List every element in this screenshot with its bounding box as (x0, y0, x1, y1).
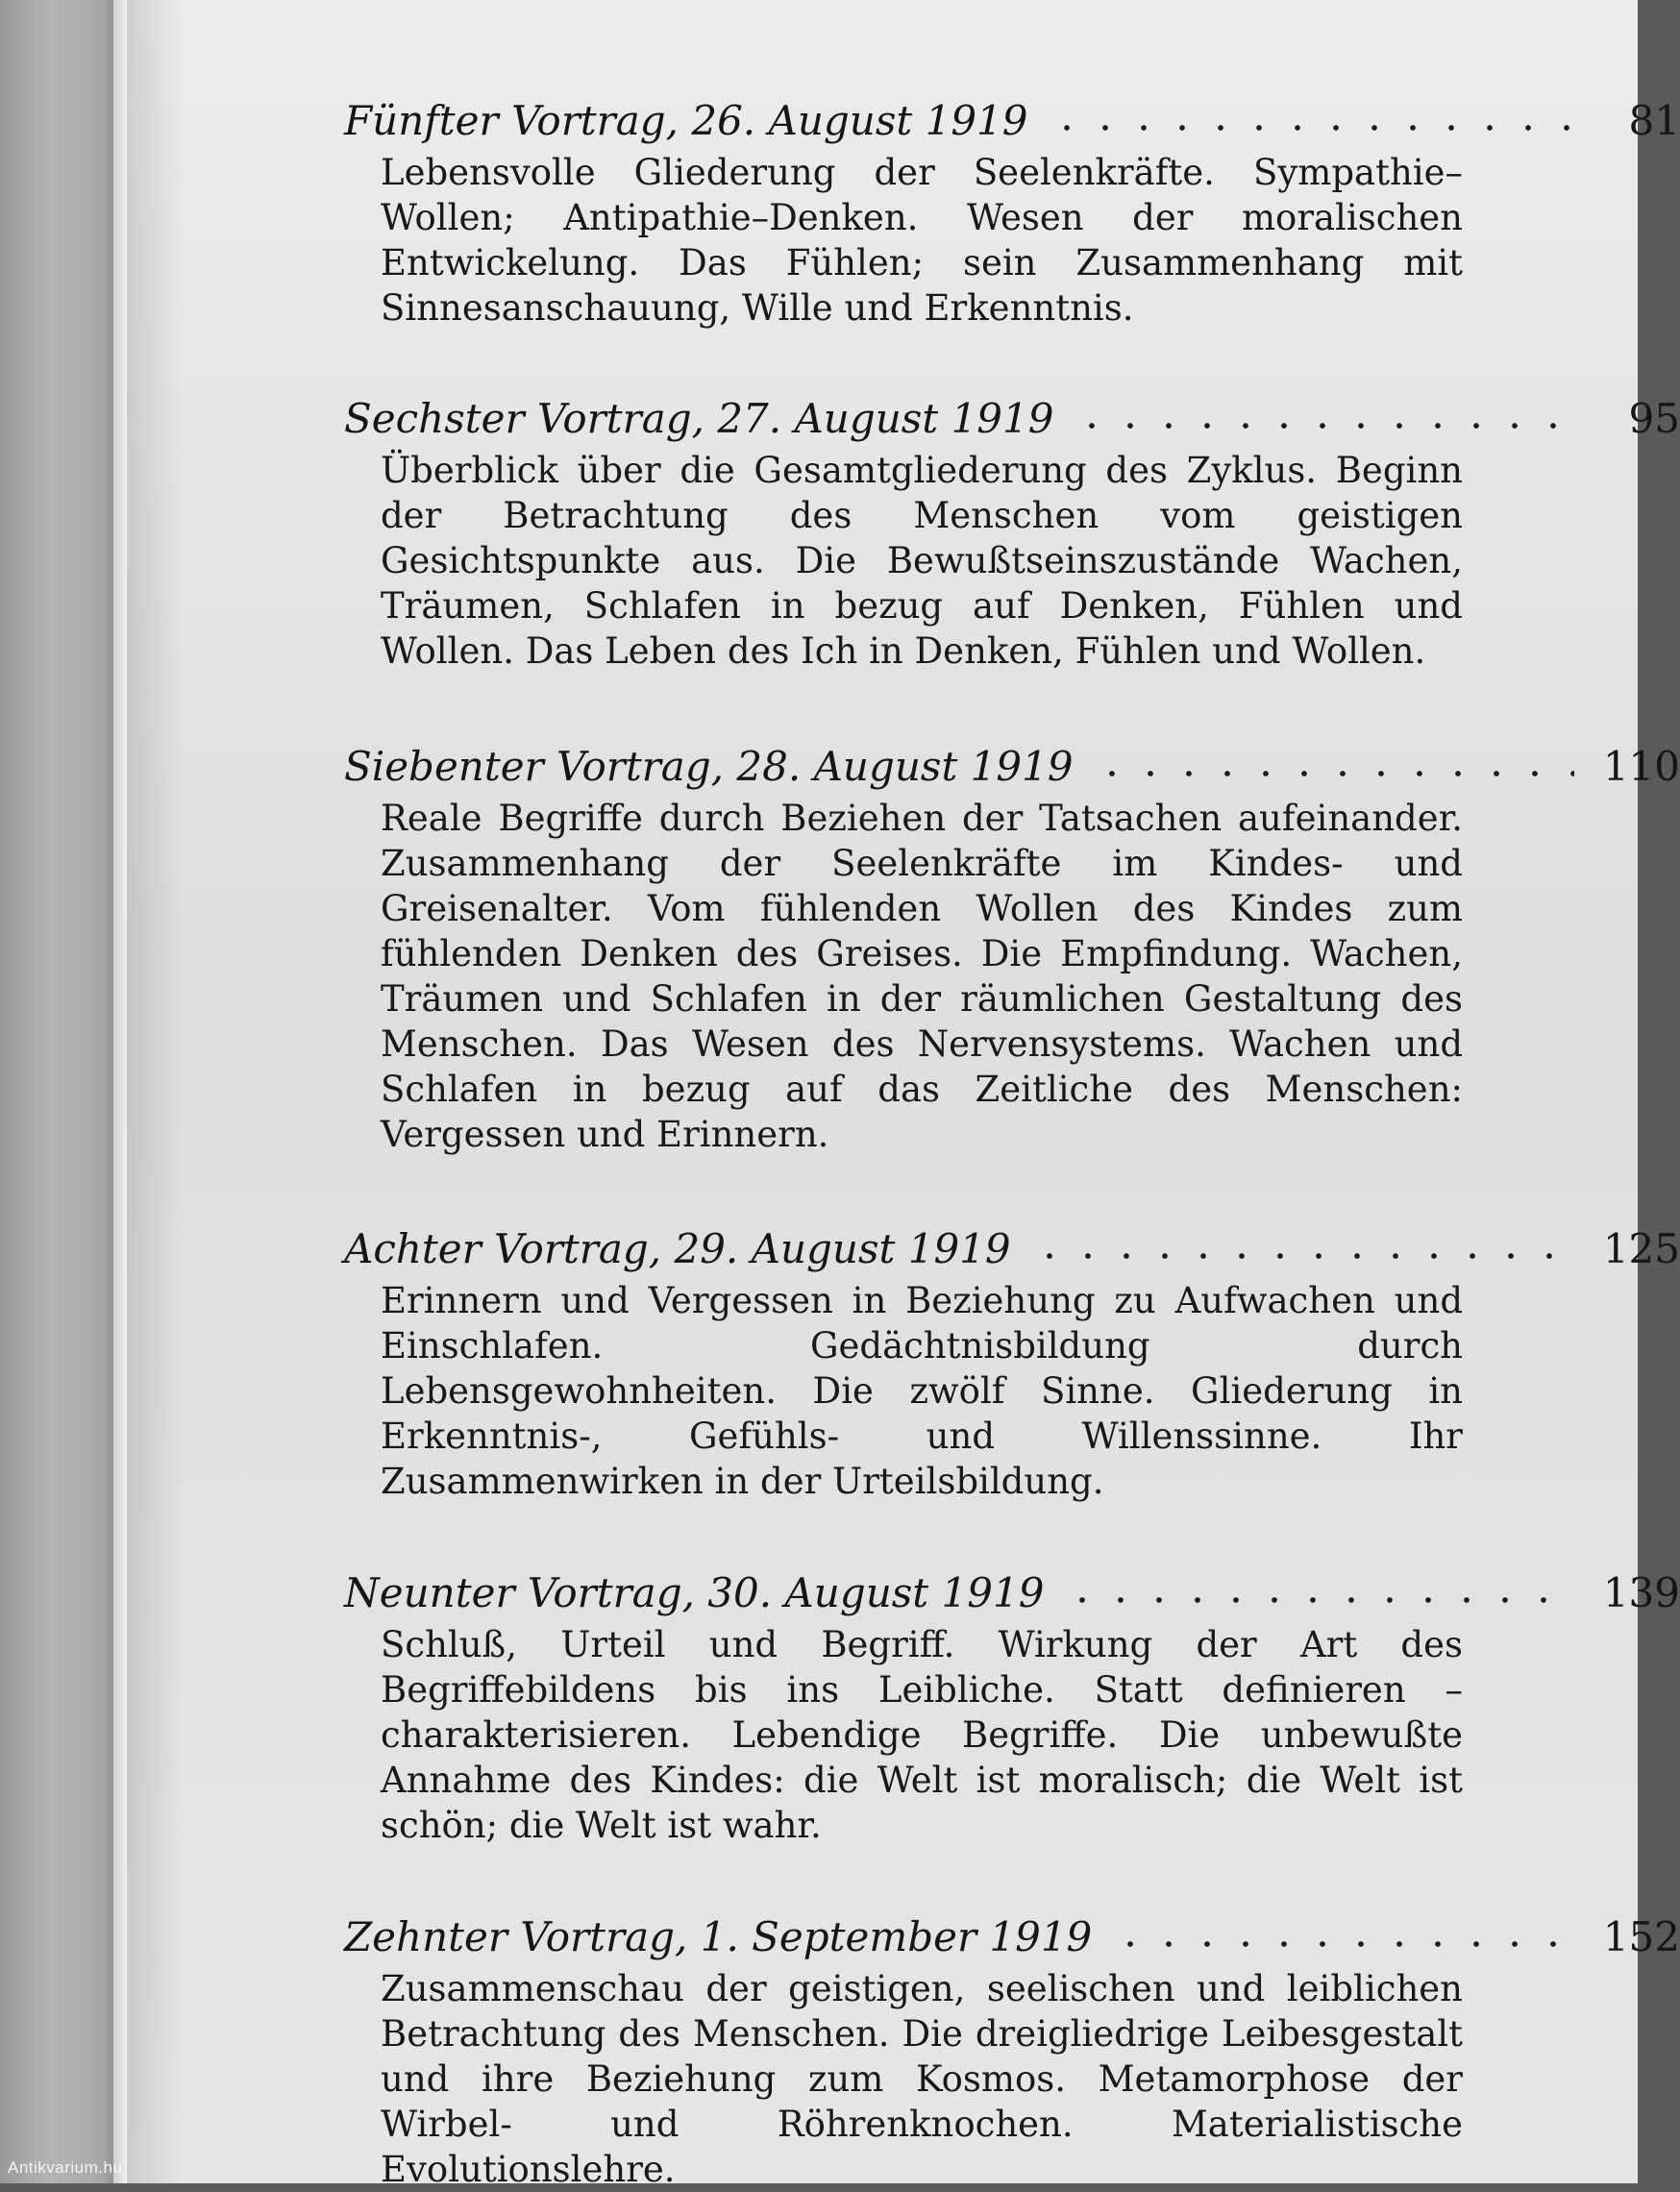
lecture-title: Achter Vortrag, 29. August 1919 (344, 1225, 1011, 1272)
toc-entry-sechster (344, 394, 1680, 674)
lecture-title: Neunter Vortrag, 30. August 1919 (344, 1569, 1045, 1616)
dot-leader (1093, 770, 1574, 777)
toc-entry-achter (344, 1224, 1680, 1504)
toc-entry-heading (344, 1912, 1680, 1962)
lecture-title: Sechster Vortrag, 27. August 1919 (344, 395, 1054, 442)
gutter-shadow (127, 0, 185, 2183)
toc-entry-heading (344, 394, 1680, 444)
lecture-summary: Schluß, Urteil und Begriff. Wirkung der Art des Begriffebildens bis ins Leibliche. Statt definieren – charakterisieren. Lebendige Begriffe. Die unbewußte Annahme des Kindes: die Welt ist moralisch; die Welt ist schön; die Welt ist wahr. (381, 1624, 1463, 1846)
lecture-summary: Zusammenschau der geistigen, seelischen und leiblichen Betrachtung des Menschen. Die dreigliedrige Leibesgestalt und ihre Beziehung zum Kosmos. Metamorphose der Wirbel- und Röhrenknochen. Materialistische Evolutionslehre. (381, 1968, 1463, 2190)
page-edge (113, 0, 127, 2183)
dot-leader (1111, 1940, 1574, 1948)
lecture-title: Siebenter Vortrag, 28. August 1919 (344, 743, 1074, 790)
toc-entry-heading (344, 742, 1680, 792)
lecture-summary: Überblick über die Gesamtgliederung des Zyklus. Beginn der Betrachtung des Menschen vom geistigen Gesichtspunkte aus. Die Bewußtseinszustände Wachen, Träumen, Schlafen in bezug auf Denken, Fühlen und Wollen. Das Leben des Ich in Denken, Fühlen und Wollen. (381, 450, 1463, 672)
toc-entry-heading (344, 1224, 1680, 1274)
page-number: 125 (1602, 1225, 1680, 1272)
toc-entry-zehnter (344, 1912, 1680, 2192)
toc-entry-heading (344, 1568, 1680, 1618)
dot-leader (1030, 1252, 1574, 1260)
lecture-title: Zehnter Vortrag, 1. September 1919 (344, 1913, 1093, 1960)
toc-entry-neunter (344, 1568, 1680, 1848)
page-number: 81 (1628, 97, 1680, 144)
dot-leader (1073, 422, 1584, 430)
toc-entry-fuenfter (344, 96, 1680, 331)
lecture-title: Fünfter Vortrag, 26. August 1919 (344, 97, 1028, 144)
page-number: 139 (1602, 1569, 1680, 1616)
toc-entry-heading (344, 96, 1680, 146)
book-spine-gutter (0, 0, 127, 2183)
book-page (127, 0, 1680, 2190)
page-number: 152 (1602, 1913, 1680, 1960)
dot-leader (1063, 1596, 1573, 1604)
lecture-summary: Lebensvolle Gliederung der Seelenkräfte. Sympathie–Wollen; Antipathie–Denken. Wesen der moralischen Entwickelung. Das Fühlen; sein Zusammenhang mit Sinnesanschauung, Wille und Erkenntnis. (381, 152, 1463, 329)
lecture-summary: Reale Begriffe durch Beziehen der Tatsachen aufeinander. Zusammenhang der Seelenkräfte im Kindes- und Greisenalter. Vom fühlenden Wollen des Kindes zum fühlenden Denken des Greises. Die Empfindung. Wachen, Träumen und Schlafen in der räumlichen Gestaltung des Menschen. Das Wesen des Nervensystems. Wachen und Schlafen in bezug auf das Zeitliche des Menschen: Vergessen und Erinnern. (381, 798, 1463, 1155)
watermark: Antikvarium.hu (8, 2158, 123, 2177)
toc-entry-siebenter (344, 742, 1680, 1157)
page-number: 110 (1602, 743, 1680, 790)
dot-leader (1048, 124, 1585, 132)
page-number: 95 (1628, 395, 1680, 442)
lecture-summary: Erinnern und Vergessen in Beziehung zu Aufwachen und Einschlafen. Gedächtnisbildung durch Lebensgewohnheiten. Die zwölf Sinne. Gliederung in Erkenntnis-, Gefühls- und Willenssinne. Ihr Zusammenwirken in der Urteilsbildung. (381, 1280, 1463, 1502)
